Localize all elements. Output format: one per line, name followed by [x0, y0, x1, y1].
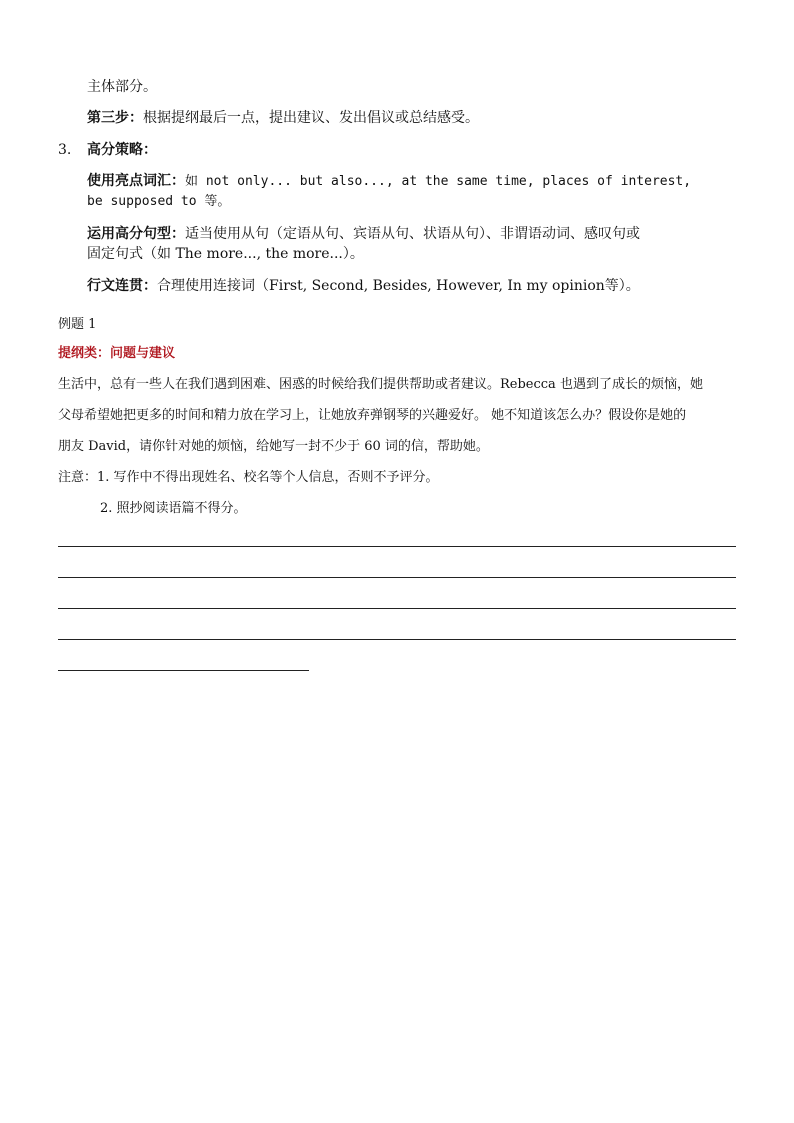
- answer-line-3[interactable]: [58, 608, 736, 609]
- prompt-line-3: 朋友 David，请你针对她的烦恼，给她写一封不少于 60 词的信，帮助她。: [58, 439, 489, 454]
- note-label: 注意：: [58, 470, 98, 485]
- answer-line-4[interactable]: [58, 639, 736, 640]
- step3-text: 根据提纲最后一点，提出建议、发出倡议或总结感受。: [143, 110, 479, 126]
- sentences-text: 适当使用从句（定语从句、宾语从句、状语从句）、非谓语动词、感叹句或: [185, 226, 640, 242]
- vocab-line-2: be supposed to 等。: [87, 194, 231, 209]
- note-2: 2. 照抄阅读语篇不得分。: [100, 501, 247, 516]
- vocab-text: 如 not only... but also..., at the same time, places of interest,: [185, 174, 692, 189]
- answer-line-5[interactable]: [58, 670, 309, 671]
- section3-number: 3.: [58, 142, 72, 158]
- coherence-text: 合理使用连接词（First, Second, Besides, However, In my opinion等）。: [157, 278, 640, 294]
- coherence-line: [87, 276, 640, 296]
- section3-title: 高分策略：: [87, 142, 157, 158]
- example-category: 提纲类：问题与建议: [58, 346, 176, 361]
- coherence-label: 行文连贯：: [87, 278, 157, 294]
- prompt-line-1: 生活中，总有一些人在我们遇到困难、困惑的时候给我们提供帮助或者建议。Rebecca 也遇到了成长的烦恼，她: [58, 377, 703, 392]
- step-intro: 主体部分。: [87, 79, 157, 95]
- sentences-line-1: [87, 224, 640, 244]
- sentences-label: 运用高分句型：: [87, 226, 185, 242]
- answer-line-1[interactable]: [58, 546, 736, 547]
- step3-label: 第三步：: [87, 110, 143, 126]
- note-1: 1. 写作中不得出现姓名、校名等个人信息，否则不予评分。: [97, 470, 439, 485]
- example-title: 例题 1: [58, 317, 97, 332]
- prompt-line-2: 父母希望她把更多的时间和精力放在学习上，让她放弃弹钢琴的兴趣爱好。 她不知道该怎么办？假设你是她的: [58, 408, 687, 423]
- note-line-1: [58, 468, 439, 488]
- answer-line-2[interactable]: [58, 577, 736, 578]
- vocab-label: 使用亮点词汇：: [87, 173, 185, 189]
- sentences-line-2: 固定句式（如 The more..., the more...）。: [87, 246, 364, 262]
- step3-line: [87, 108, 479, 128]
- vocab-line-1: [87, 171, 691, 192]
